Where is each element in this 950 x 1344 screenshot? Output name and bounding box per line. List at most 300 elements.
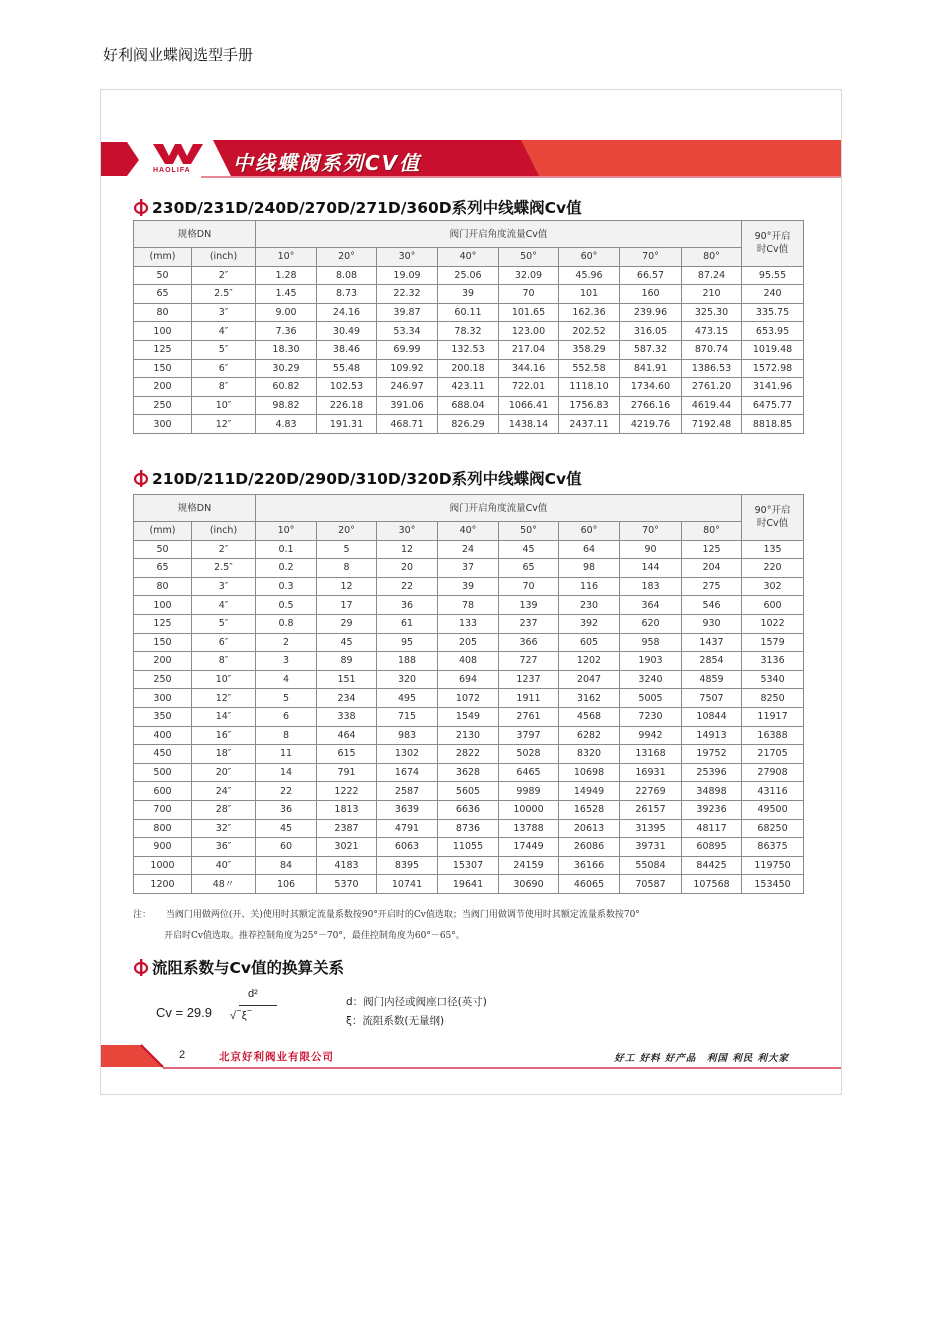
- table-cell: 98.82: [256, 396, 317, 415]
- table-row: [134, 689, 804, 708]
- table-cell: 2437.11: [559, 415, 620, 434]
- table-cell: 468.71: [377, 415, 438, 434]
- table-cell: 7507: [682, 689, 742, 708]
- table-cell: 4859: [682, 670, 742, 689]
- table-cell: 1200: [134, 875, 192, 894]
- page-footer: [101, 1043, 841, 1071]
- table-cell: 162.36: [559, 303, 620, 322]
- header-mm: (mm): [134, 248, 192, 267]
- table-cell: 11917: [742, 707, 804, 726]
- table-cell: 5028: [499, 745, 559, 764]
- table-cell: 29: [317, 614, 377, 633]
- header-size-dn: 规格DN: [134, 221, 256, 248]
- table-cell: 408: [438, 652, 499, 671]
- table-cell: 70: [499, 577, 559, 596]
- table-cell: 6″: [192, 633, 256, 652]
- table-cell: 1222: [317, 782, 377, 801]
- table-cell: 2761: [499, 707, 559, 726]
- cv-table-2: [133, 494, 804, 894]
- table-cell: 43116: [742, 782, 804, 801]
- table-cell: 1437: [682, 633, 742, 652]
- table-cell: 958: [620, 633, 682, 652]
- table-cell: 5340: [742, 670, 804, 689]
- table-row: [134, 285, 804, 304]
- table-cell: 150: [134, 359, 192, 378]
- banner-graphic: [101, 140, 841, 178]
- table-cell: 101.65: [499, 303, 559, 322]
- table-cell: 45: [499, 540, 559, 559]
- table-cell: 4568: [559, 707, 620, 726]
- table-cell: 45.96: [559, 266, 620, 285]
- table-cell: 2766.16: [620, 396, 682, 415]
- table-cell: 55084: [620, 856, 682, 875]
- table-cell: 3628: [438, 763, 499, 782]
- table-cell: 78: [438, 596, 499, 615]
- table-cell: 84: [256, 856, 317, 875]
- table-cell: 200: [134, 378, 192, 397]
- table-cell: 1813: [317, 800, 377, 819]
- table-cell: 125: [134, 614, 192, 633]
- banner-title: 中线蝶阀系列CV值: [233, 151, 422, 175]
- table-cell: 14913: [682, 726, 742, 745]
- slogan: 好工 好料 好产品 利国 利民 利大家: [614, 1053, 789, 1064]
- table-cell: 3136: [742, 652, 804, 671]
- table-cell: 3162: [559, 689, 620, 708]
- table-cell: 8250: [742, 689, 804, 708]
- table-row: [134, 415, 804, 434]
- table-cell: 325.30: [682, 303, 742, 322]
- table-cell: 84425: [682, 856, 742, 875]
- table-cell: 109.92: [377, 359, 438, 378]
- table-cell: 226.18: [317, 396, 377, 415]
- header-size-dn: 规格DN: [134, 495, 256, 522]
- table-row: [134, 540, 804, 559]
- table-cell: 6063: [377, 838, 438, 857]
- section-heading-text: 210D/211D/220D/290D/310D/320D系列中线蝶阀Cv值: [152, 470, 582, 488]
- table-row: [134, 652, 804, 671]
- table-cell: 250: [134, 670, 192, 689]
- note-label: 注：: [133, 910, 152, 920]
- table-cell: 1000: [134, 856, 192, 875]
- table-cell: 694: [438, 670, 499, 689]
- table-cell: 4: [256, 670, 317, 689]
- table-cell: 0.5: [256, 596, 317, 615]
- table-cell: 17449: [499, 838, 559, 857]
- table-cell: 12: [317, 577, 377, 596]
- table-cell: 64: [559, 540, 620, 559]
- table-cell: 133: [438, 614, 499, 633]
- table-cell: 335.75: [742, 303, 804, 322]
- formula-denominator: √‾ξ‾: [230, 1010, 253, 1022]
- note: [133, 907, 640, 941]
- table-cell: 983: [377, 726, 438, 745]
- table-cell: 61: [377, 614, 438, 633]
- table-cell: 30690: [499, 875, 559, 894]
- table-cell: 791: [317, 763, 377, 782]
- table-cell: 16388: [742, 726, 804, 745]
- title-banner: [101, 140, 841, 178]
- table-cell: 2854: [682, 652, 742, 671]
- table-cell: 18.30: [256, 340, 317, 359]
- table-cell: 1734.60: [620, 378, 682, 397]
- table-cell: 615: [317, 745, 377, 764]
- cv-formula: [156, 988, 306, 1038]
- table-cell: 101: [559, 285, 620, 304]
- table-cell: 204: [682, 559, 742, 578]
- table-row: [134, 670, 804, 689]
- table-cell: 24159: [499, 856, 559, 875]
- table-row: [134, 763, 804, 782]
- table-cell: 14: [256, 763, 317, 782]
- table-cell: 230: [559, 596, 620, 615]
- header-angle: 20°: [317, 522, 377, 541]
- table-cell: 500: [134, 763, 192, 782]
- table-cell: 8″: [192, 652, 256, 671]
- table-cell: 338: [317, 707, 377, 726]
- table-cell: 3797: [499, 726, 559, 745]
- table-cell: 95: [377, 633, 438, 652]
- table-cell: 6282: [559, 726, 620, 745]
- header-angle: 50°: [499, 522, 559, 541]
- table-cell: 6636: [438, 800, 499, 819]
- header-inch: (inch): [192, 522, 256, 541]
- table-cell: 150: [134, 633, 192, 652]
- valve-symbol-icon: [133, 469, 149, 487]
- table-cell: 841.91: [620, 359, 682, 378]
- table-cell: 870.74: [682, 340, 742, 359]
- table-cell: 2130: [438, 726, 499, 745]
- table-cell: 60.11: [438, 303, 499, 322]
- header-opening: 阀门开启角度流量Cv值: [256, 495, 742, 522]
- table-cell: 4″: [192, 596, 256, 615]
- table-cell: 13788: [499, 819, 559, 838]
- table-cell: 344.16: [499, 359, 559, 378]
- table-cell: 66.57: [620, 266, 682, 285]
- table-cell: 60.82: [256, 378, 317, 397]
- table-cell: 39236: [682, 800, 742, 819]
- table-cell: 125: [134, 340, 192, 359]
- table-cell: 464: [317, 726, 377, 745]
- table-cell: 10″: [192, 396, 256, 415]
- table-cell: 48117: [682, 819, 742, 838]
- table-cell: 39.87: [377, 303, 438, 322]
- table-cell: 6: [256, 707, 317, 726]
- table-cell: 26157: [620, 800, 682, 819]
- table-cell: 18″: [192, 745, 256, 764]
- cv-table-1: [133, 220, 804, 434]
- header-inch: (inch): [192, 248, 256, 267]
- header-angle: 10°: [256, 248, 317, 267]
- table-cell: 900: [134, 838, 192, 857]
- table-cell: 116: [559, 577, 620, 596]
- table-cell: 191.31: [317, 415, 377, 434]
- table-cell: 70: [499, 285, 559, 304]
- table-cell: 316.05: [620, 322, 682, 341]
- table-cell: 1.28: [256, 266, 317, 285]
- table-cell: 55.48: [317, 359, 377, 378]
- table-cell: 364: [620, 596, 682, 615]
- table-cell: 132.53: [438, 340, 499, 359]
- table-cell: 119750: [742, 856, 804, 875]
- table-row: [134, 856, 804, 875]
- table-cell: 11: [256, 745, 317, 764]
- table-cell: 39: [438, 285, 499, 304]
- table-cell: 473.15: [682, 322, 742, 341]
- table-cell: 20613: [559, 819, 620, 838]
- table-cell: 8.73: [317, 285, 377, 304]
- table-cell: 2047: [559, 670, 620, 689]
- table-row: [134, 340, 804, 359]
- table-cell: 78.32: [438, 322, 499, 341]
- table-cell: 39731: [620, 838, 682, 857]
- table-cell: 80: [134, 577, 192, 596]
- table-cell: 45: [317, 633, 377, 652]
- header-full-open: 90°开启 时Cv值: [742, 221, 804, 267]
- table-cell: 160: [620, 285, 682, 304]
- table-cell: 700: [134, 800, 192, 819]
- table-row: [134, 596, 804, 615]
- valve-symbol-icon: [133, 198, 149, 216]
- table-cell: 50: [134, 266, 192, 285]
- table-row: [134, 875, 804, 894]
- table-cell: 22769: [620, 782, 682, 801]
- table-cell: 48〃: [192, 875, 256, 894]
- table-cell: 40″: [192, 856, 256, 875]
- table-cell: 151: [317, 670, 377, 689]
- table-cell: 722.01: [499, 378, 559, 397]
- table-cell: 220: [742, 559, 804, 578]
- table-cell: 6465: [499, 763, 559, 782]
- manual-page: [100, 89, 842, 1095]
- table-cell: 450: [134, 745, 192, 764]
- table-cell: 24″: [192, 782, 256, 801]
- table-cell: 2.5″: [192, 285, 256, 304]
- table-cell: 20″: [192, 763, 256, 782]
- table-cell: 8320: [559, 745, 620, 764]
- table-cell: 2587: [377, 782, 438, 801]
- table-cell: 300: [134, 689, 192, 708]
- table-cell: 5″: [192, 340, 256, 359]
- logo-text: HAOLIFA: [153, 167, 191, 174]
- header-angle: 30°: [377, 522, 438, 541]
- table-cell: 139: [499, 596, 559, 615]
- table-cell: 2761.20: [682, 378, 742, 397]
- table-cell: 600: [742, 596, 804, 615]
- table-cell: 1438.14: [499, 415, 559, 434]
- section-heading-3: [133, 956, 344, 978]
- table-cell: 100: [134, 596, 192, 615]
- table-cell: 8.08: [317, 266, 377, 285]
- table-cell: 1302: [377, 745, 438, 764]
- valve-symbol-icon: [133, 958, 149, 976]
- table-cell: 27908: [742, 763, 804, 782]
- table-cell: 123.00: [499, 322, 559, 341]
- table-cell: 8: [317, 559, 377, 578]
- table-cell: 19.09: [377, 266, 438, 285]
- table-cell: 11055: [438, 838, 499, 857]
- table-cell: 392: [559, 614, 620, 633]
- table-cell: 8736: [438, 819, 499, 838]
- page-number: 2: [179, 1049, 186, 1061]
- table-cell: 125: [682, 540, 742, 559]
- table-cell: 16931: [620, 763, 682, 782]
- table-cell: 36: [377, 596, 438, 615]
- table-cell: 200: [134, 652, 192, 671]
- table-cell: 1549: [438, 707, 499, 726]
- table-cell: 800: [134, 819, 192, 838]
- table-cell: 16528: [559, 800, 620, 819]
- table-cell: 930: [682, 614, 742, 633]
- table-cell: 20: [377, 559, 438, 578]
- table-cell: 7.36: [256, 322, 317, 341]
- table-cell: 2″: [192, 540, 256, 559]
- table-cell: 320: [377, 670, 438, 689]
- table-cell: 0.8: [256, 614, 317, 633]
- formula-lhs: Cv = 29.9: [156, 1005, 213, 1020]
- table-cell: 5: [256, 689, 317, 708]
- table-cell: 46065: [559, 875, 620, 894]
- table-cell: 605: [559, 633, 620, 652]
- table-cell: 653.95: [742, 322, 804, 341]
- table-row: [134, 322, 804, 341]
- table-cell: 3021: [317, 838, 377, 857]
- table-cell: 1386.53: [682, 359, 742, 378]
- section-heading-text: 230D/231D/240D/270D/271D/360D系列中线蝶阀Cv值: [152, 199, 582, 217]
- table-cell: 205: [438, 633, 499, 652]
- table-cell: 15307: [438, 856, 499, 875]
- table-cell: 24: [438, 540, 499, 559]
- table-cell: 3639: [377, 800, 438, 819]
- table-cell: 620: [620, 614, 682, 633]
- table-cell: 1674: [377, 763, 438, 782]
- table-cell: 10844: [682, 707, 742, 726]
- table-cell: 25396: [682, 763, 742, 782]
- note-line-2: 开启时Cv值选取。推荐控制角度为25°－70°，最佳控制角度为60°－65°。: [164, 931, 465, 941]
- table-cell: 1.45: [256, 285, 317, 304]
- table-cell: 727: [499, 652, 559, 671]
- table-cell: 3141.96: [742, 378, 804, 397]
- table-cell: 300: [134, 415, 192, 434]
- legend-d: d：阀门内径或阀座口径(英寸): [346, 996, 487, 1008]
- table-cell: 65: [499, 559, 559, 578]
- header-angle: 40°: [438, 248, 499, 267]
- table-cell: 12″: [192, 689, 256, 708]
- table-cell: 89: [317, 652, 377, 671]
- table-row: [134, 396, 804, 415]
- table-cell: 28″: [192, 800, 256, 819]
- table-cell: 1756.83: [559, 396, 620, 415]
- table-cell: 100: [134, 322, 192, 341]
- table-cell: 37: [438, 559, 499, 578]
- table-cell: 7192.48: [682, 415, 742, 434]
- table-cell: 275: [682, 577, 742, 596]
- table-cell: 246.97: [377, 378, 438, 397]
- company-name: 北京好利阀业有限公司: [219, 1051, 334, 1063]
- table-cell: 4619.44: [682, 396, 742, 415]
- header-angle: 60°: [559, 248, 620, 267]
- table-cell: 1579: [742, 633, 804, 652]
- document-header: 好利阀业蝶阀选型手册: [103, 46, 254, 64]
- table-cell: 2.5″: [192, 559, 256, 578]
- table-cell: 65: [134, 285, 192, 304]
- table-cell: 239.96: [620, 303, 682, 322]
- table-row: [134, 303, 804, 322]
- table-cell: 5″: [192, 614, 256, 633]
- table-cell: 5605: [438, 782, 499, 801]
- table-cell: 688.04: [438, 396, 499, 415]
- table-cell: 423.11: [438, 378, 499, 397]
- table-cell: 826.29: [438, 415, 499, 434]
- table-row: [134, 559, 804, 578]
- table-cell: 400: [134, 726, 192, 745]
- formula-numerator: d²: [248, 988, 258, 1000]
- table-cell: 350: [134, 707, 192, 726]
- note-line-1: 当阀门用做两位(开、关)使用时其额定流量系数按90°开启时的Cv值选取；当阀门用做调节使用时其额定流量系数按70°: [165, 910, 640, 920]
- table-cell: 5: [317, 540, 377, 559]
- table-row: [134, 819, 804, 838]
- table-cell: 68250: [742, 819, 804, 838]
- table-cell: 302: [742, 577, 804, 596]
- table-cell: 6475.77: [742, 396, 804, 415]
- table-cell: 2387: [317, 819, 377, 838]
- table-cell: 26086: [559, 838, 620, 857]
- table-cell: 1237: [499, 670, 559, 689]
- table-cell: 1911: [499, 689, 559, 708]
- table-cell: 12: [377, 540, 438, 559]
- table-cell: 10698: [559, 763, 620, 782]
- table-cell: 95.55: [742, 266, 804, 285]
- table-row: [134, 726, 804, 745]
- table-cell: 98: [559, 559, 620, 578]
- table-cell: 70587: [620, 875, 682, 894]
- table-cell: 22: [256, 782, 317, 801]
- table-cell: 34898: [682, 782, 742, 801]
- table-cell: 10000: [499, 800, 559, 819]
- table-cell: 552.58: [559, 359, 620, 378]
- table-cell: 715: [377, 707, 438, 726]
- header-angle: 80°: [682, 248, 742, 267]
- table-cell: 8: [256, 726, 317, 745]
- table-cell: 22.32: [377, 285, 438, 304]
- table-row: [134, 614, 804, 633]
- table-cell: 8395: [377, 856, 438, 875]
- table-cell: 2: [256, 633, 317, 652]
- table-cell: 69.99: [377, 340, 438, 359]
- table-cell: 188: [377, 652, 438, 671]
- table-cell: 5370: [317, 875, 377, 894]
- table-cell: 90: [620, 540, 682, 559]
- header-angle: 30°: [377, 248, 438, 267]
- table-cell: 12″: [192, 415, 256, 434]
- table-cell: 19641: [438, 875, 499, 894]
- table-cell: 36166: [559, 856, 620, 875]
- table-cell: 50: [134, 540, 192, 559]
- table-cell: 0.1: [256, 540, 317, 559]
- table-cell: 102.53: [317, 378, 377, 397]
- table-cell: 1572.98: [742, 359, 804, 378]
- table-cell: 1202: [559, 652, 620, 671]
- table-cell: 3: [256, 652, 317, 671]
- header-angle: 80°: [682, 522, 742, 541]
- table-cell: 7230: [620, 707, 682, 726]
- table-cell: 13168: [620, 745, 682, 764]
- table-cell: 250: [134, 396, 192, 415]
- table-cell: 1072: [438, 689, 499, 708]
- table-cell: 14949: [559, 782, 620, 801]
- table-row: [134, 838, 804, 857]
- header-angle: 50°: [499, 248, 559, 267]
- table-cell: 17: [317, 596, 377, 615]
